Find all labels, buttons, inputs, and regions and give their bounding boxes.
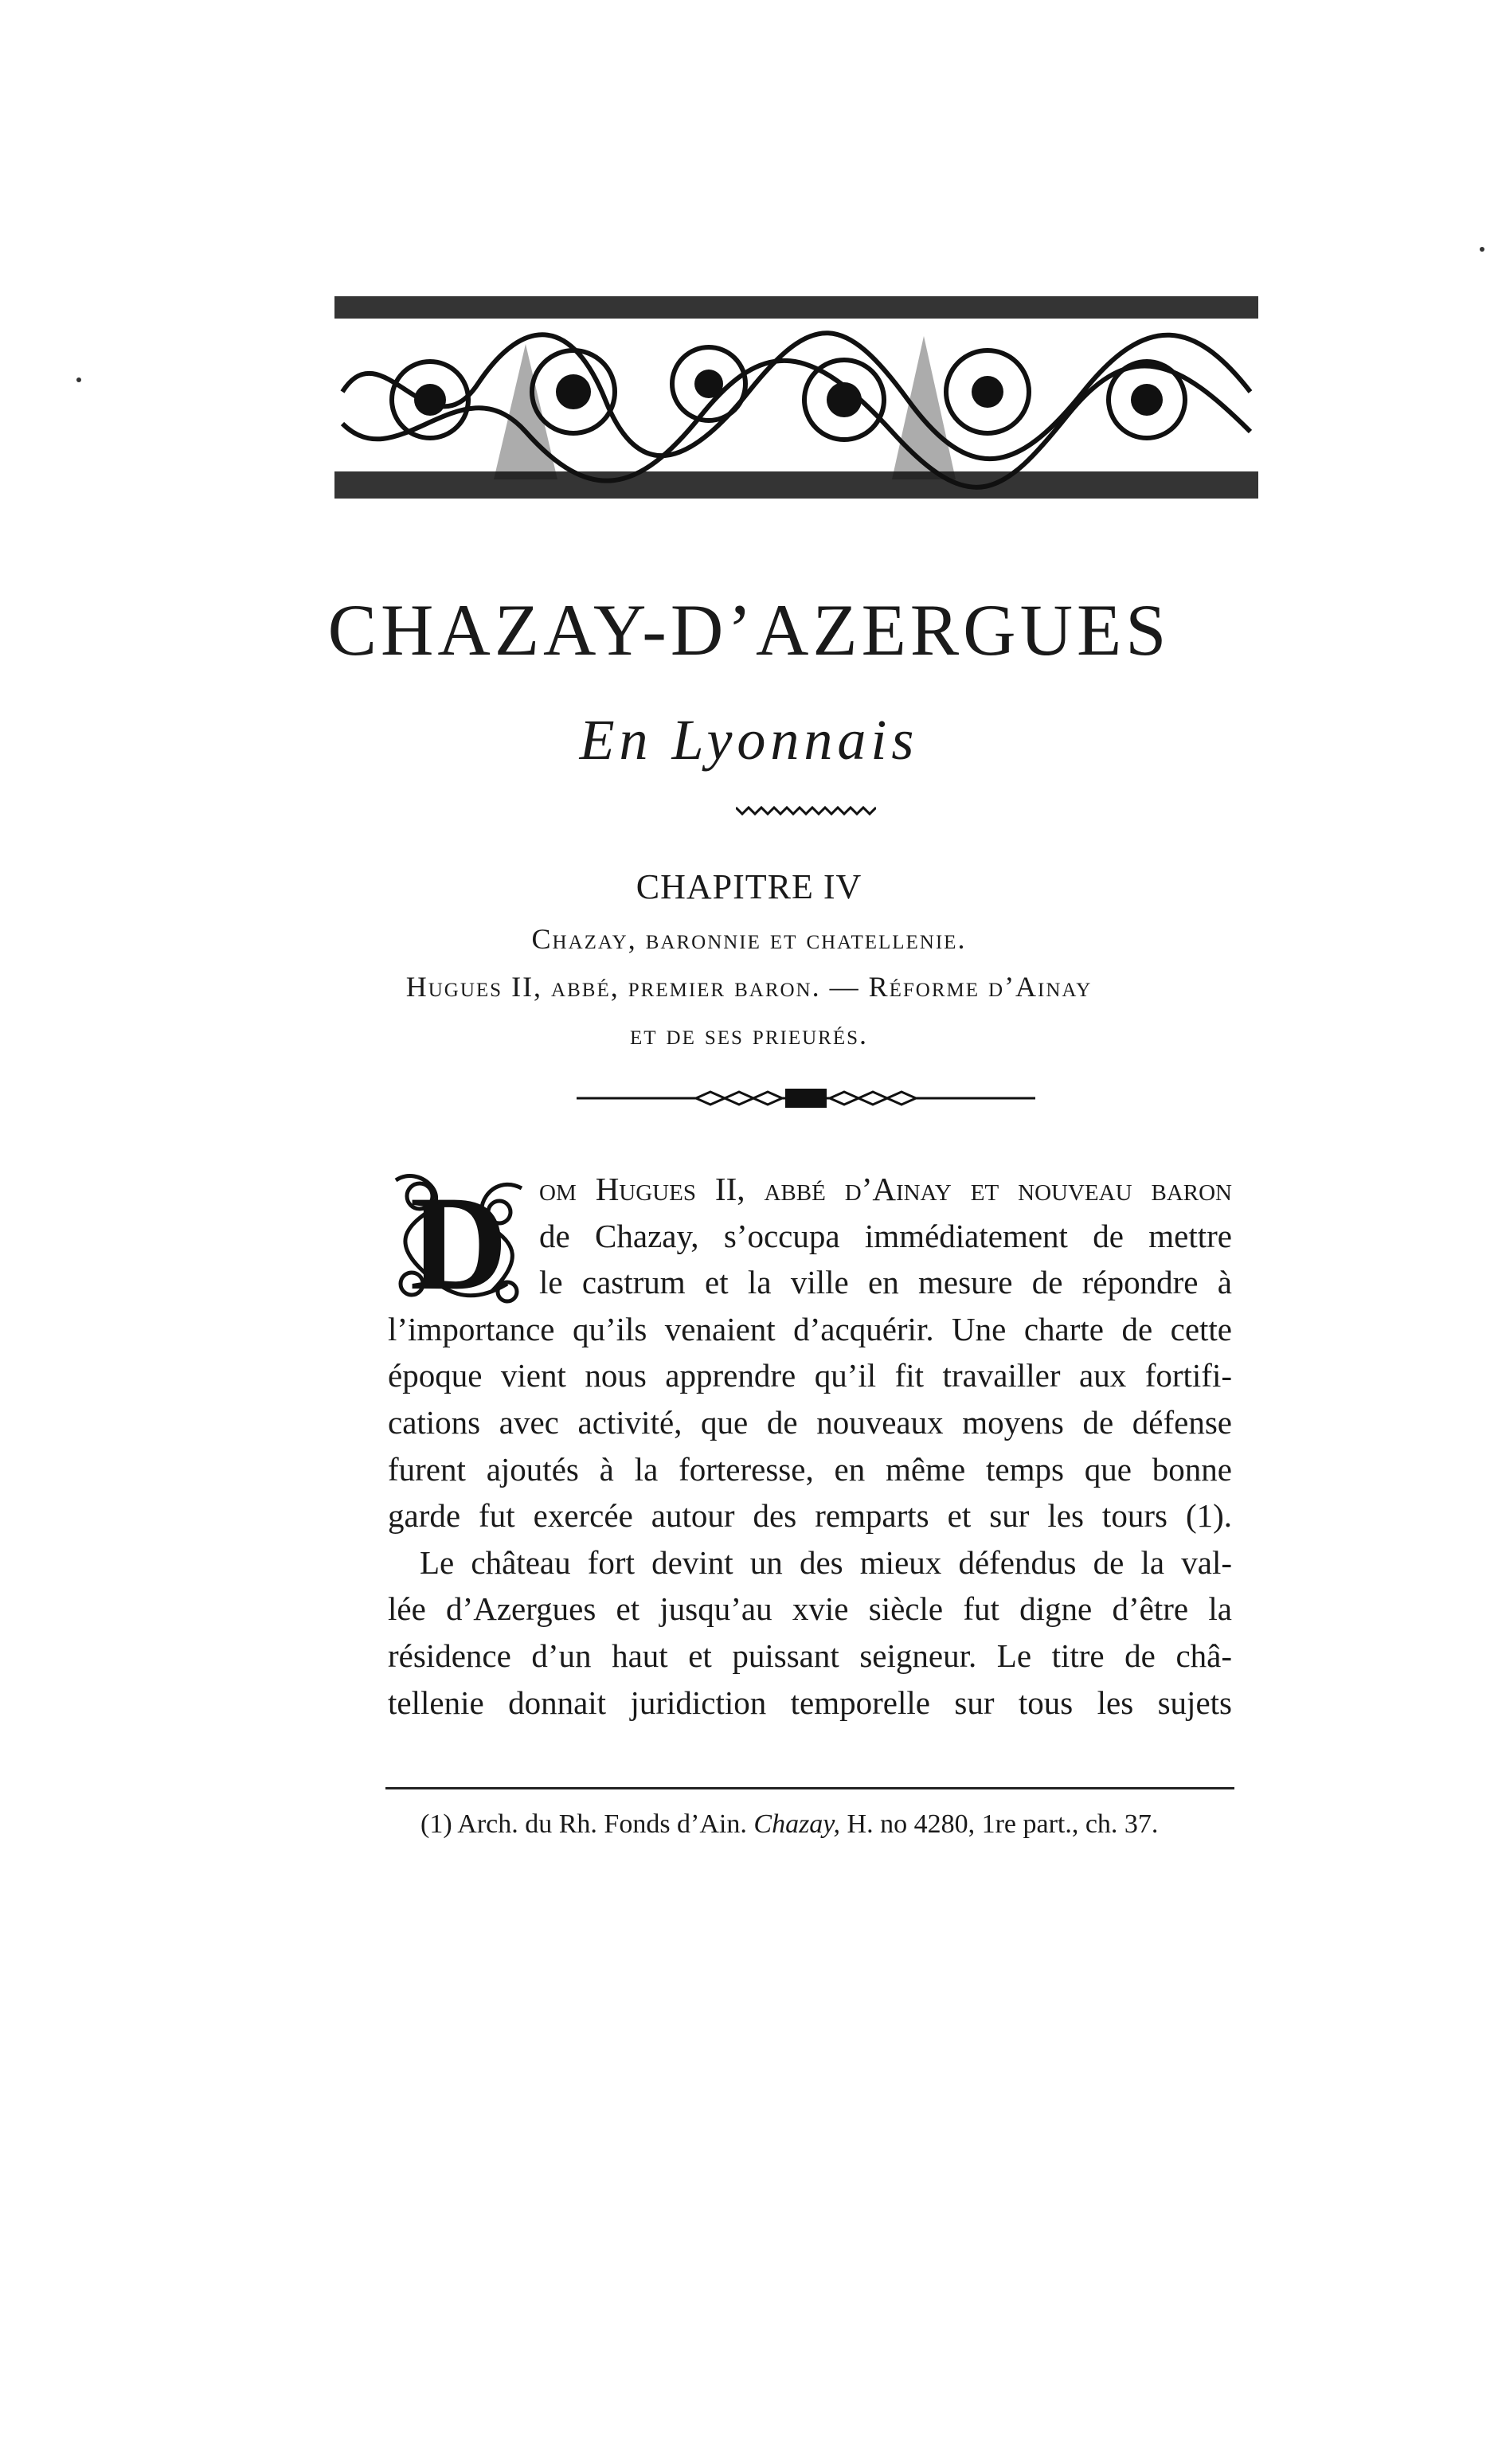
- text-line: époque vient nous apprendre qu’il fit travailler aux fortifi-: [388, 1357, 1232, 1394]
- footnote-italic: Chazay,: [753, 1809, 841, 1839]
- body-text: [388, 1166, 1232, 1726]
- section-divider-ornament: [577, 1086, 1035, 1110]
- text-line: tellenie donnait juridiction temporelle sur tous les sujets: [388, 1684, 1232, 1721]
- dropcap-letter: D: [409, 1168, 508, 1309]
- text-line: Le château fort devint un des mieux défendus de la val-: [420, 1543, 1232, 1581]
- text-line: om Hugues II, abbé d’Ainay et nouveau baron: [539, 1171, 1232, 1207]
- chapter-summary-line: Chazay, baronnie et chatellenie.: [531, 923, 967, 955]
- footnote-prefix: (1) Arch. du Rh. Fonds d’Ain.: [420, 1809, 754, 1839]
- page-title: CHAZAY-D’AZERGUES: [327, 589, 1171, 671]
- footnote-suffix: H. no 4280, 1re part., ch. 37.: [840, 1809, 1159, 1839]
- text-line: cations avec activité, que de nouveaux moyens de défense: [388, 1403, 1232, 1441]
- chapter-number: CHAPITRE IV: [636, 867, 862, 906]
- paper-speck: [76, 377, 81, 382]
- footnote-rule: [385, 1787, 1234, 1789]
- zigzag-ornament: [736, 804, 876, 817]
- text-line: furent ajoutés à la forteresse, en même temps que bonne: [388, 1450, 1232, 1488]
- paper-speck: [1480, 247, 1484, 252]
- chapter-summary-line: Hugues II, abbé, premier baron. — Réforme d’Ainay: [405, 971, 1093, 1003]
- ornamental-headpiece: [334, 296, 1258, 503]
- text-line: garde fut exercée autour des remparts et sur les tours (1).: [388, 1497, 1232, 1535]
- text-line: résidence d’un haut et puissant seigneur. Le titre de châ-: [388, 1637, 1232, 1674]
- page-subtitle: En Lyonnais: [579, 708, 919, 772]
- text-line: lée d’Azergues et jusqu’au xvie siècle fut digne d’être la: [388, 1590, 1232, 1628]
- footnote: [420, 1809, 1158, 1840]
- text-line: le castrum et la ville en mesure de répondre à: [539, 1264, 1232, 1301]
- text-line: l’importance qu’ils venaient d’acquérir. Une charte de cette: [388, 1310, 1232, 1347]
- text-line: de Chazay, s’occupa immédiatement de mettre: [539, 1217, 1232, 1254]
- chapter-summary-line: et de ses prieurés.: [629, 1019, 869, 1050]
